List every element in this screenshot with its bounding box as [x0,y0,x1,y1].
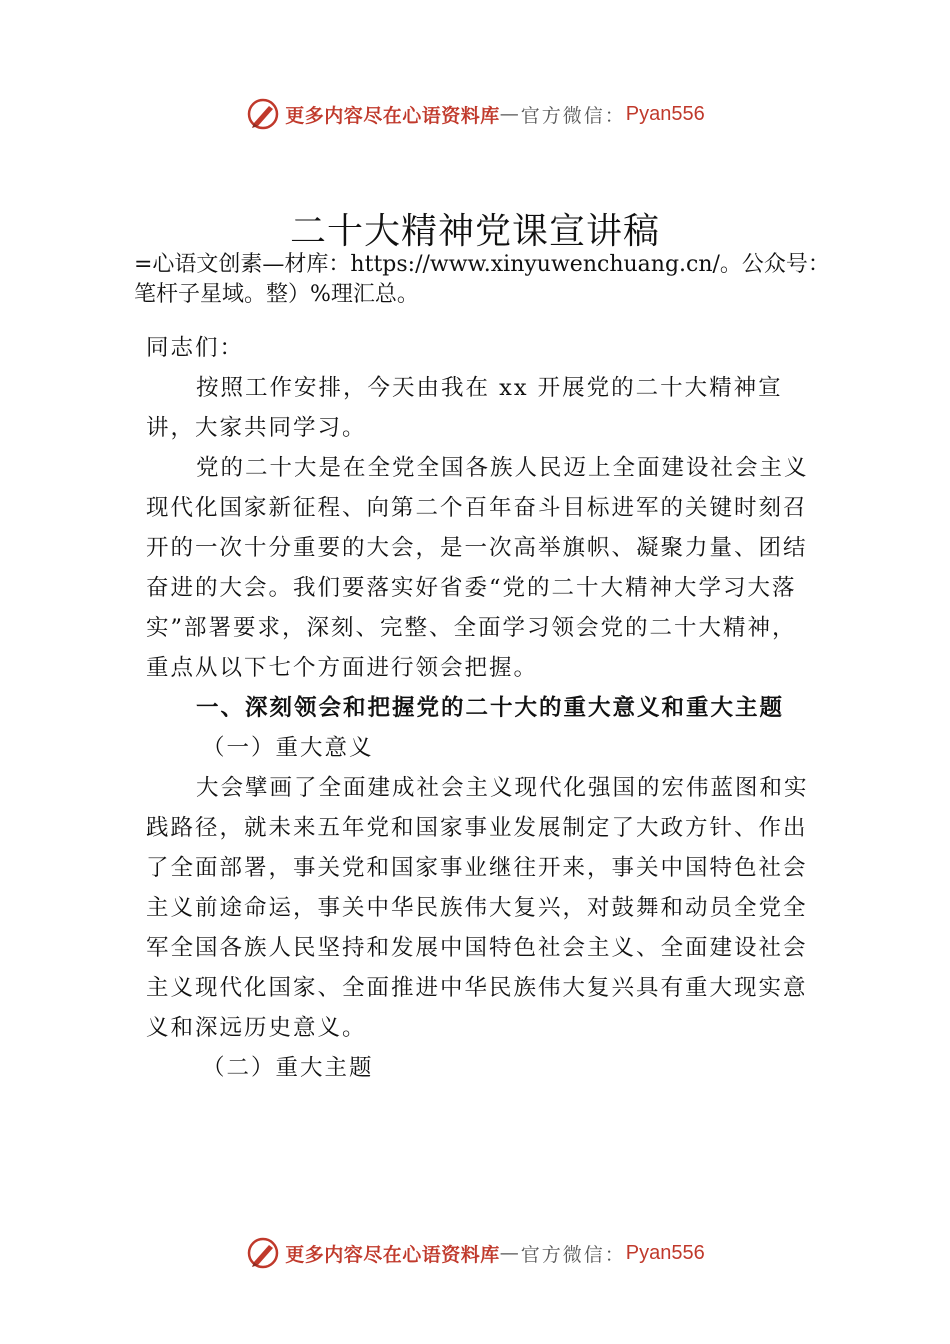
banner-wechat-id: Pyan556 [625,102,705,125]
salutation: 同志们： [146,335,245,361]
section-heading-1: 一、深刻领会和把握党的二十大的重大意义和重大主题 [196,695,785,721]
pen-logo-icon [245,96,281,132]
banner-dash: — [499,1242,521,1264]
pen-logo-icon [245,1235,281,1271]
banner-dash: — [499,103,521,125]
banner-tail-text: 官方微信： [520,1243,626,1266]
banner-wechat-id: Pyan556 [625,1241,705,1264]
banner-tail-text: 官方微信： [520,104,626,127]
subsection-heading-significance: （一）重大意义 [202,735,374,761]
document-title: 二十大精神党课宣讲稿 [289,211,660,252]
source-note: =心语文创素—材库：https://www.xinyuwenchuang.cn/。公众号：笔杆子星域。整）%理汇总。 [134,252,830,307]
header-banner [0,94,950,134]
document-body [146,328,812,1088]
paragraph-congress: 党的二十大是在全党全国各族人民迈上全面建设社会主义现代化国家新征程、向第二个百年奋斗目标进军的关键时刻召开的一次十分重要的大会，是一次高举旗帜、凝聚力量、团结奋进的大会。我们要落实好省委“党的二十大精神大学习大落实”部署要求，深刻、完整、全面学习领会党的二十大精神，重点从以下七个方面进行领会把握。 [146,455,809,681]
banner-lead-text: 更多内容尽在心语资料库 [285,1243,500,1266]
footer-banner [0,1233,950,1273]
paragraph-intro: 按照工作安排，今天由我在 xx 开展党的二十大精神宣讲，大家共同学习。 [146,375,783,441]
banner-lead-text: 更多内容尽在心语资料库 [285,104,500,127]
paragraph-significance: 大会擘画了全面建成社会主义现代化强国的宏伟蓝图和实践路径，就未来五年党和国家事业发展制定了大政方针、作出了全面部署，事关党和国家事业继往开来，事关中国特色社会主义前途命运，事关中华民族伟大复兴，对鼓舞和动员全党全军全国各族人民坚持和发展中国特色社会主义、全面建设社会主义现代化国家、全面推进中华民族伟大复兴具有重大现实意义和深远历史意义。 [146,775,809,1041]
subsection-heading-theme: （二）重大主题 [202,1055,374,1081]
